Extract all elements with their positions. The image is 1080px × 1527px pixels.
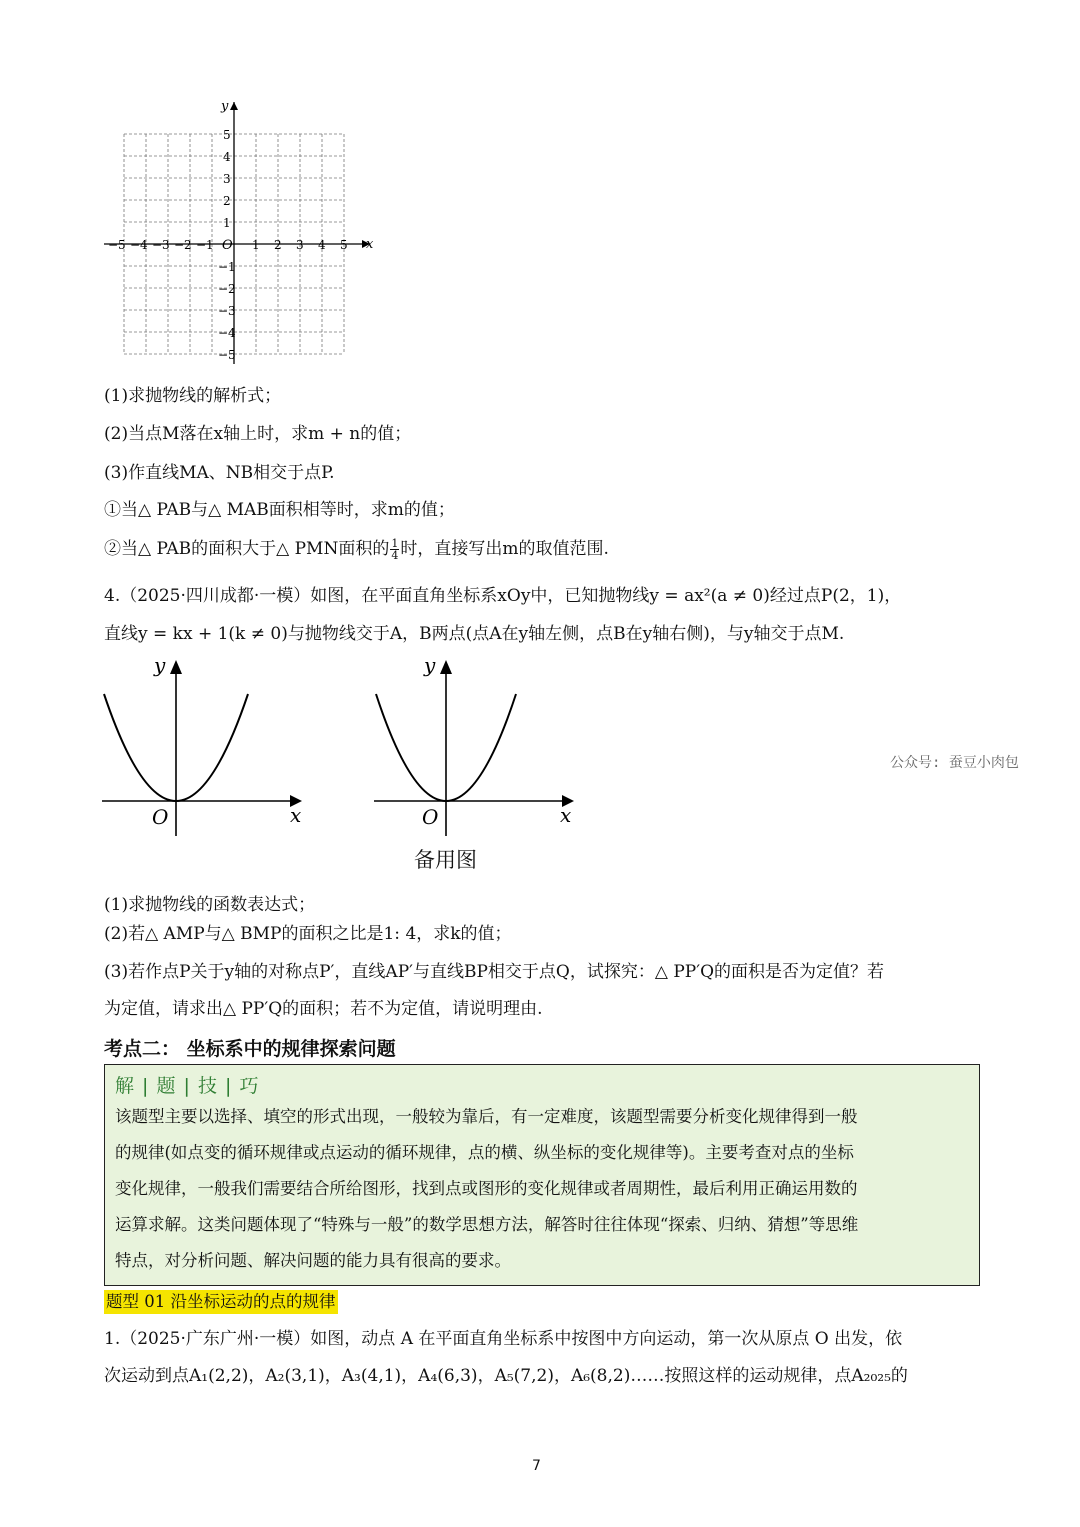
fraction-numerator: 1 <box>391 537 399 550</box>
s2-q1-line2: 次运动到点A₁(2,2)，A₂(3,1)，A₃(4,1)，A₄(6,3)，A₅(7,2)，A₆(8,2)……按照这样的运动规律，点A₂₀₂₅的 <box>104 1366 908 1386</box>
q3-part3b-pre: ②当△ PAB的面积大于△ PMN面积的 <box>104 539 390 559</box>
grid-x-tick-label: −4 <box>130 238 148 252</box>
grid-origin-label: O <box>222 238 233 253</box>
fraction-denominator: 4 <box>391 549 399 562</box>
parabola-figure-left <box>100 650 320 840</box>
right-x-label: x <box>560 803 572 827</box>
q3-part3b-post: 时，直接写出m的取值范围. <box>400 539 609 559</box>
right-origin-label: O <box>422 805 439 829</box>
parabola-figure-right <box>372 650 592 840</box>
figure-caption: 备用图 <box>414 848 477 872</box>
q4-part3-line2: 为定值，请求出△ PP′Q的面积；若不为定值，请说明理由. <box>104 999 543 1019</box>
q4-part1: (1)求抛物线的函数表达式； <box>104 895 316 915</box>
tip-line: 运算求解。这类问题体现了“特殊与一般”的数学思想方法，解答时往往体现“探索、归纳、猜想”等思维 <box>115 1215 859 1234</box>
q3-part1: (1)求抛物线的解析式； <box>104 386 282 406</box>
grid-y-tick-label: −1 <box>218 260 236 274</box>
q3-part3b <box>104 537 609 561</box>
grid-y-tick-label: −4 <box>218 326 236 340</box>
grid-x-tick-label: 3 <box>296 238 304 252</box>
left-x-label: x <box>290 803 302 827</box>
grid-x-tick-label: 4 <box>318 238 326 252</box>
q4-part2: (2)若△ AMP与△ BMP的面积之比是1: 4，求k的值； <box>104 924 512 944</box>
q3-part3a: ①当△ PAB与△ MAB面积相等时，求m的值； <box>104 500 455 520</box>
grid-x-tick-label: −1 <box>196 238 214 252</box>
grid-y-label: y <box>221 99 229 114</box>
q3-part2: (2)当点M落在x轴上时，求m + n的值； <box>104 424 412 444</box>
q4-line1: 4.（2025·四川成都·一模）如图，在平面直角坐标系xOy中，已知抛物线y = ax²(a ≠ 0)经过点P(2，1)， <box>104 586 902 606</box>
question-type-label: 题型 01 沿坐标运动的点的规律 <box>104 1290 338 1314</box>
tip-line: 特点，对分析问题、解决问题的能力具有很高的要求。 <box>115 1251 511 1270</box>
watermark: 公众号: 蚕豆小肉包 <box>890 755 1019 771</box>
grid-x-label: x <box>366 237 374 252</box>
grid-y-tick-label: 1 <box>223 216 231 230</box>
left-origin-label: O <box>152 805 169 829</box>
grid-y-tick-label: 5 <box>223 128 231 142</box>
tips-box <box>104 1064 980 1286</box>
fraction <box>390 538 399 561</box>
q3-part3: (3)作直线MA、NB相交于点P. <box>104 463 335 483</box>
q4-line2: 直线y = kx + 1(k ≠ 0)与抛物线交于A，B两点(点A在y轴左侧，点B在y轴右侧)，与y轴交于点M. <box>104 624 845 644</box>
grid-x-tick-label: 2 <box>274 238 282 252</box>
grid-y-tick-label: −5 <box>218 348 236 362</box>
section-heading: 考点二： 坐标系中的规律探索问题 <box>104 1038 396 1060</box>
grid-y-tick-label: 2 <box>223 194 231 208</box>
grid-y-tick-label: 3 <box>223 172 231 186</box>
grid-x-tick-label: −2 <box>174 238 192 252</box>
grid-y-tick-label: 4 <box>223 150 231 164</box>
page-number: 7 <box>532 1458 541 1474</box>
grid-x-tick-label: −5 <box>108 238 126 252</box>
right-y-label: y <box>424 653 436 677</box>
grid-x-tick-label: 5 <box>340 238 348 252</box>
tips-title: 解 | 题 | 技 | 巧 <box>115 1075 260 1097</box>
tip-line: 变化规律，一般我们需要结合所给图形，找到点或图形的变化规律或者周期性，最后利用正确运用数的 <box>115 1179 858 1198</box>
s2-q1-line1: 1.（2025·广东广州·一模）如图，动点 A 在平面直角坐标系中按图中方向运动，第一次从原点 O 出发，依 <box>104 1329 903 1349</box>
grid-y-tick-label: −3 <box>218 304 236 318</box>
tip-line: 该题型主要以选择、填空的形式出现，一般较为靠后，有一定难度，该题型需要分析变化规律得到一般 <box>115 1107 858 1126</box>
coordinate-grid-figure <box>100 98 380 368</box>
tip-line: 的规律(如点变的循环规律或点运动的循环规律，点的横、纵坐标的变化规律等)。主要考查对点的坐标 <box>115 1143 854 1162</box>
grid-x-tick-label: −3 <box>152 238 170 252</box>
grid-y-tick-label: −2 <box>218 282 236 296</box>
left-y-label: y <box>154 653 166 677</box>
q4-part3-line1: (3)若作点P关于y轴的对称点P′，直线AP′与直线BP相交于点Q，试探究：△ PP′Q的面积是否为定值？若 <box>104 962 885 982</box>
grid-x-tick-label: 1 <box>252 238 260 252</box>
